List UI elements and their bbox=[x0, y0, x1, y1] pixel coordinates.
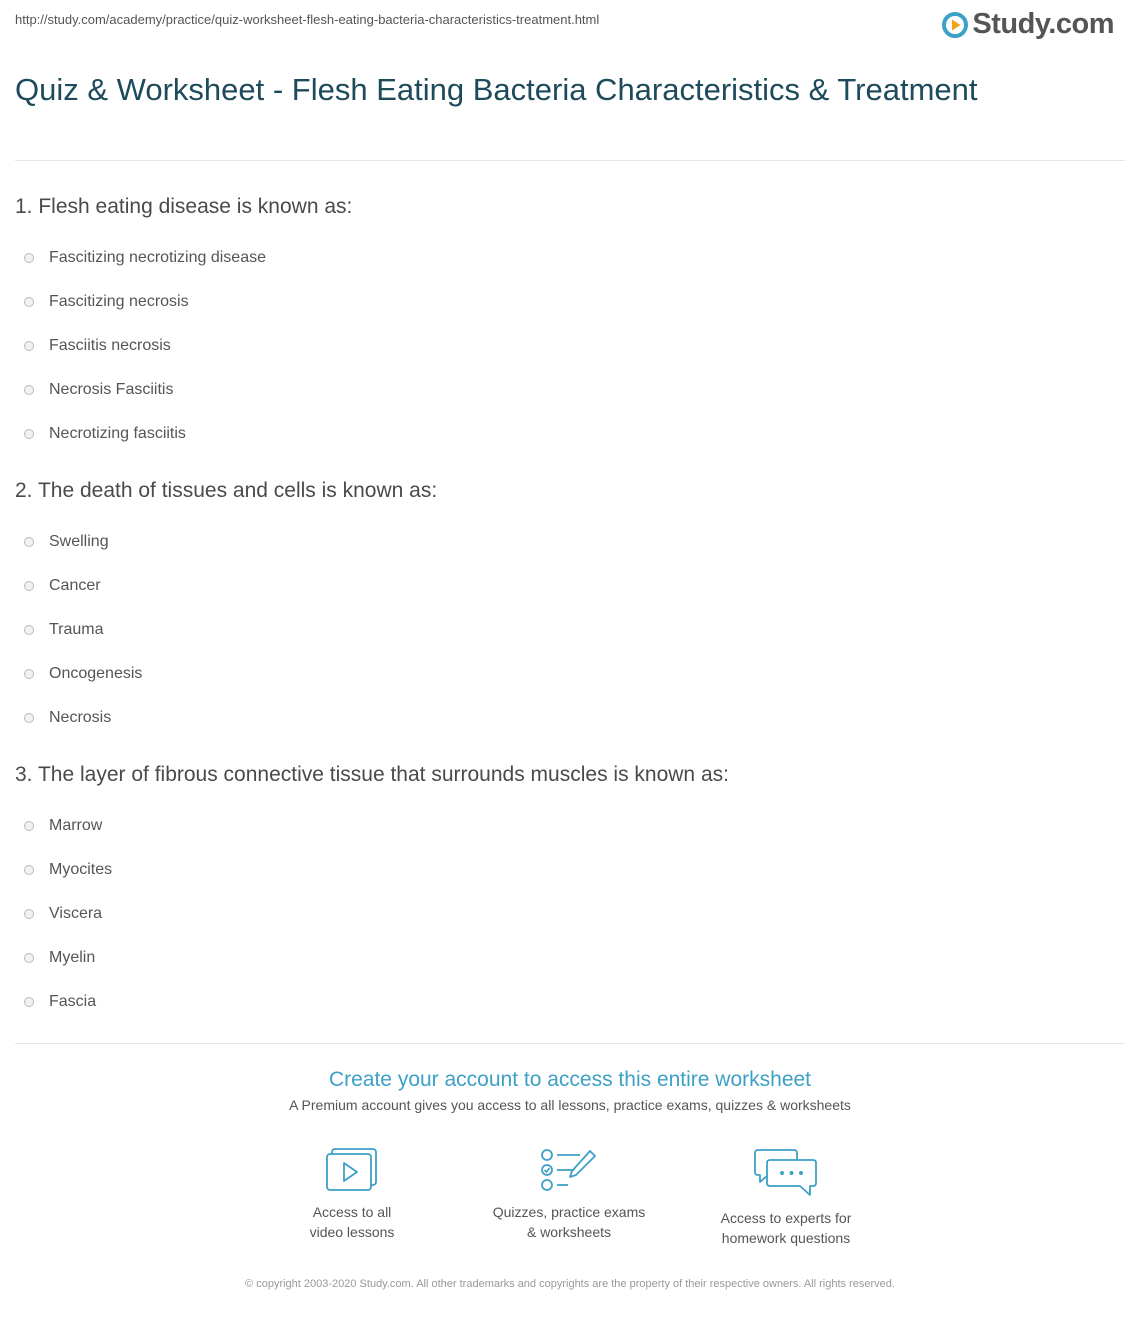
answer-option[interactable] bbox=[24, 284, 1115, 328]
answer-option[interactable] bbox=[24, 416, 1115, 460]
answer-label: Marrow bbox=[49, 817, 103, 834]
radio-button[interactable] bbox=[24, 581, 34, 591]
radio-button[interactable] bbox=[24, 297, 34, 307]
answer-option[interactable] bbox=[24, 240, 1115, 284]
radio-button[interactable] bbox=[24, 865, 34, 875]
radio-button[interactable] bbox=[24, 341, 34, 351]
answer-option[interactable] bbox=[24, 700, 1115, 744]
page-url: http://study.com/academy/practice/quiz-worksheet-flesh-eating-bacteria-characteristics-treatment.html bbox=[15, 12, 600, 27]
answer-option[interactable] bbox=[24, 568, 1115, 612]
feature-label-line2: & worksheets bbox=[526, 1224, 612, 1240]
quiz-checklist-icon bbox=[540, 1148, 598, 1192]
page-title: Quiz & Worksheet - Flesh Eating Bacteria Characteristics & Treatment bbox=[15, 72, 978, 107]
feature-label-line2: homework questions bbox=[721, 1230, 851, 1246]
answer-option[interactable] bbox=[24, 612, 1115, 656]
question-text: 2. The death of tissues and cells is known as: bbox=[15, 479, 438, 502]
radio-button[interactable] bbox=[24, 997, 34, 1007]
cta-subtitle: A Premium account gives you access to all lessons, practice exams, quizzes & worksheets bbox=[289, 1097, 851, 1113]
radio-button[interactable] bbox=[24, 909, 34, 919]
answer-label: Fasciitis necrosis bbox=[49, 337, 171, 354]
radio-button[interactable] bbox=[24, 429, 34, 439]
answer-options bbox=[15, 524, 1115, 744]
answer-label: Viscera bbox=[49, 905, 103, 922]
radio-button[interactable] bbox=[24, 253, 34, 263]
answer-option[interactable] bbox=[24, 808, 1115, 852]
create-account-link[interactable]: Create your account to access this entire worksheet bbox=[328, 1068, 812, 1091]
copyright-text: © copyright 2003-2020 Study.com. All other trademarks and copyrights are the property of their respective owners. All rights reserved. bbox=[245, 1278, 895, 1290]
question-text: 1. Flesh eating disease is known as: bbox=[15, 195, 353, 218]
feature-video-lessons bbox=[252, 1148, 452, 1242]
answer-option[interactable] bbox=[24, 656, 1115, 700]
answer-option[interactable] bbox=[24, 372, 1115, 416]
answer-option[interactable] bbox=[24, 852, 1115, 896]
header-divider bbox=[15, 160, 1125, 161]
feature-experts bbox=[686, 1148, 886, 1248]
answer-label: Fascia bbox=[49, 993, 97, 1010]
feature-quizzes bbox=[469, 1148, 669, 1242]
answer-options bbox=[15, 240, 1115, 460]
answer-label: Fascitizing necrotizing disease bbox=[49, 249, 266, 266]
answer-label: Trauma bbox=[49, 621, 104, 638]
chat-bubbles-icon bbox=[754, 1148, 818, 1198]
radio-button[interactable] bbox=[24, 537, 34, 547]
logo-text: Study.com bbox=[972, 8, 1114, 40]
answer-label: Myelin bbox=[49, 949, 96, 966]
answer-label: Oncogenesis bbox=[49, 665, 143, 682]
answer-label: Swelling bbox=[49, 533, 109, 550]
play-circle-icon bbox=[942, 12, 968, 38]
feature-label-line2: video lessons bbox=[309, 1224, 395, 1240]
question-2 bbox=[15, 478, 1115, 744]
answer-label: Necrosis Fasciitis bbox=[49, 381, 174, 398]
radio-button[interactable] bbox=[24, 385, 34, 395]
radio-button[interactable] bbox=[24, 821, 34, 831]
answer-label: Myocites bbox=[49, 861, 113, 878]
feature-label-line1: Access to experts for bbox=[720, 1210, 852, 1226]
feature-label-line1: Quizzes, practice exams bbox=[492, 1204, 646, 1220]
question-text: 3. The layer of fibrous connective tissue that surrounds muscles is known as: bbox=[15, 763, 729, 786]
radio-button[interactable] bbox=[24, 713, 34, 723]
answer-option[interactable] bbox=[24, 984, 1115, 1028]
answer-option[interactable] bbox=[24, 328, 1115, 372]
answer-label: Necrosis bbox=[49, 709, 112, 726]
answer-option[interactable] bbox=[24, 896, 1115, 940]
answer-label: Cancer bbox=[49, 577, 101, 594]
answer-label: Fascitizing necrosis bbox=[49, 293, 189, 310]
footer-divider bbox=[15, 1043, 1125, 1044]
radio-button[interactable] bbox=[24, 669, 34, 679]
question-1 bbox=[15, 194, 1115, 460]
video-lesson-icon bbox=[326, 1148, 378, 1192]
feature-label-line1: Access to all bbox=[312, 1204, 392, 1220]
study-logo[interactable] bbox=[942, 8, 1114, 41]
answer-option[interactable] bbox=[24, 940, 1115, 984]
radio-button[interactable] bbox=[24, 625, 34, 635]
answer-options bbox=[15, 808, 1115, 1028]
question-3 bbox=[15, 762, 1115, 1028]
radio-button[interactable] bbox=[24, 953, 34, 963]
answer-option[interactable] bbox=[24, 524, 1115, 568]
answer-label: Necrotizing fasciitis bbox=[49, 425, 186, 442]
